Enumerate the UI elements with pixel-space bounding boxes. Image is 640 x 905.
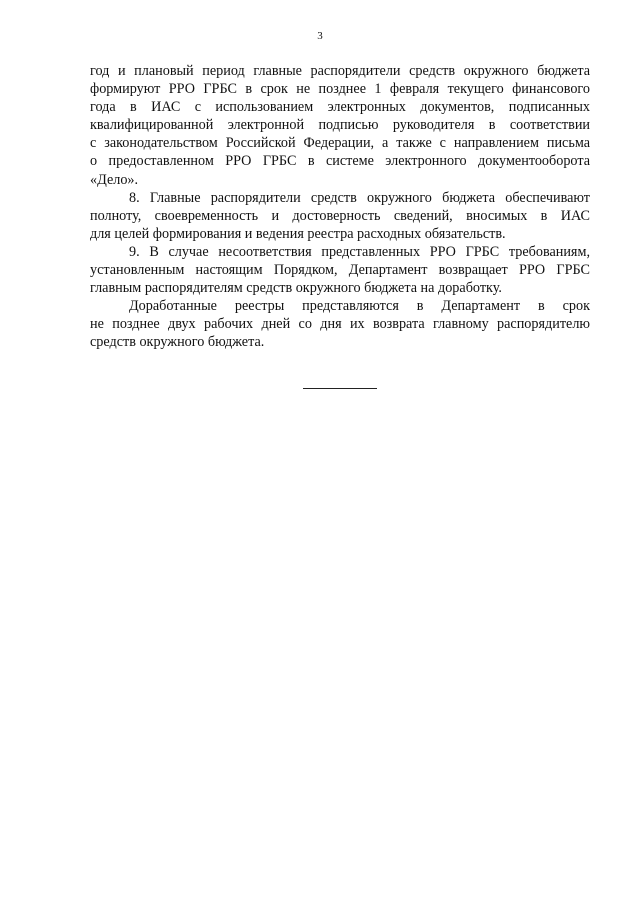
paragraph-first-line: Доработанные реестры представляются в Департамент в срок [129,298,590,315]
text-line: формируют РРО ГРБС в срок не позднее 1 февраля текущего финансового [90,81,590,98]
text-line: квалифицированной электронной подписью руководителя в соответствии [90,117,590,134]
text-line: установленным настоящим Порядком, Департамент возвращает РРО ГРБС [90,262,590,279]
document-body [90,62,590,352]
text-line: главным распорядителям средств окружного бюджета на доработку. [90,280,502,297]
text-line: не позднее двух рабочих дней со дня их возврата главному распорядителю [90,316,590,333]
end-of-document-rule [303,388,377,389]
text-line: о предоставленном РРО ГРБС в системе электронного документооборота [90,153,590,170]
text-line: с законодательством Российской Федерации, а также с направлением письма [90,135,590,152]
page-number: 3 [317,30,323,42]
text-line: «Дело». [90,171,139,188]
text-line: год и плановый период главные распорядители средств окружного бюджета [90,63,590,79]
text-line: для целей формирования и ведения реестра расходных обязательств. [90,225,506,242]
text-line: полноту, своевременность и достоверность сведений, вносимых в ИАС [90,207,590,224]
text-line: средств окружного бюджета. [90,334,265,351]
paragraph-first-line: 9. В случае несоответствия представленных РРО ГРБС требованиям, [129,243,590,260]
text-line: года в ИАС с использованием электронных документов, подписанных [90,99,590,116]
paragraph-first-line: 8. Главные распорядители средств окружного бюджета обеспечивают [129,189,590,206]
